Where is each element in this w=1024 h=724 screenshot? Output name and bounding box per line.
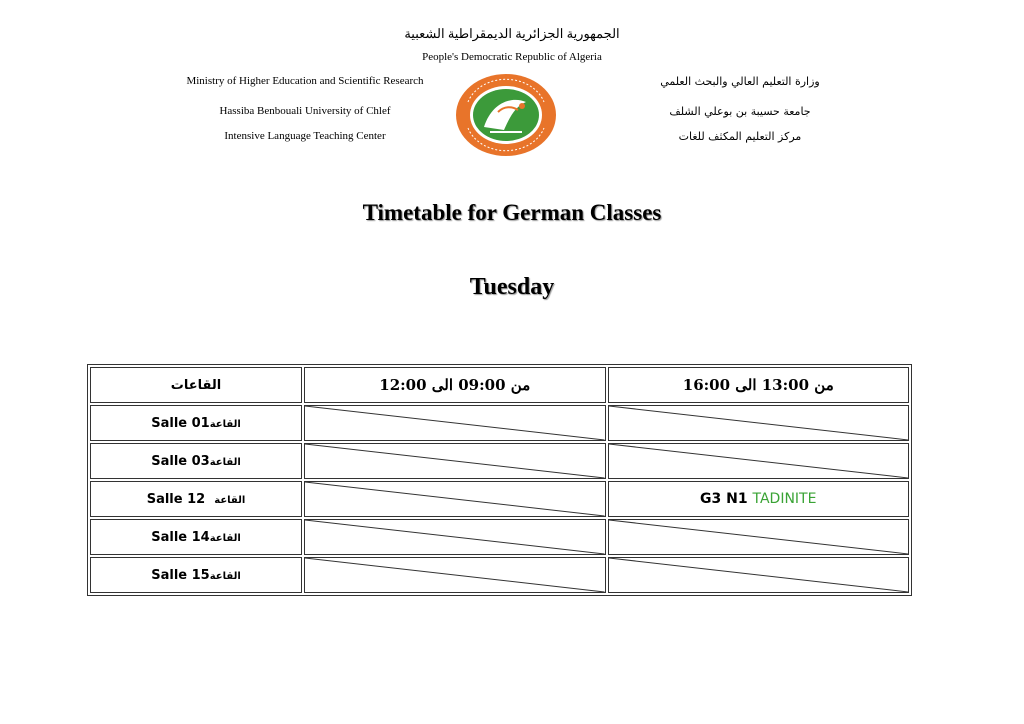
- room-name: Salle 12: [146, 491, 206, 507]
- class-entry: [608, 481, 910, 517]
- header-slot-afternoon: من 13:00 الى 16:00: [608, 367, 910, 403]
- room-cell: [90, 519, 302, 555]
- room-name-arabic: القاعة: [209, 418, 241, 430]
- room-name-arabic: القاعة: [209, 532, 241, 544]
- page-title: Timetable for German Classes: [362, 200, 662, 225]
- table-row: [90, 481, 909, 517]
- room-name: Salle 14: [151, 529, 210, 545]
- center-english: Intensive Language Teaching Center: [224, 130, 386, 142]
- room-cell: [90, 557, 302, 593]
- header-slot-morning: من 09:00 الى 12:00: [304, 367, 606, 403]
- room-name: Salle 03: [151, 453, 210, 469]
- ministry-english: Ministry of Higher Education and Scientific Research: [186, 75, 424, 87]
- empty-slot-morning: [304, 443, 606, 479]
- university-arabic: جامعة حسيبة بن بوعلي الشلف: [669, 105, 811, 118]
- room-cell: [90, 443, 302, 479]
- timetable: [87, 364, 912, 596]
- empty-slot-morning: [304, 557, 606, 593]
- center-arabic: مركز التعليم المكثف للغات: [678, 130, 802, 143]
- table-row: [90, 405, 909, 441]
- header-rooms: القاعات: [90, 367, 302, 403]
- table-row: [90, 443, 909, 479]
- table-header-row: [90, 367, 909, 403]
- university-english: Hassiba Benbouali University of Chlef: [219, 105, 391, 117]
- teacher-name: TADINITE: [752, 491, 817, 507]
- room-cell: [90, 405, 302, 441]
- empty-slot-afternoon: [608, 443, 910, 479]
- empty-slot-afternoon: [608, 557, 910, 593]
- room-name-arabic: القاعة: [214, 494, 246, 506]
- empty-slot-afternoon: [608, 405, 910, 441]
- room-name-arabic: القاعة: [209, 570, 241, 582]
- room-name: Salle 15: [151, 567, 210, 583]
- republic-arabic: الجمهورية الجزائرية الديمقراطية الشعبية: [404, 26, 620, 41]
- republic-english: People's Democratic Republic of Algeria: [422, 51, 602, 63]
- room-name-arabic: القاعة: [209, 456, 241, 468]
- empty-slot-morning: [304, 519, 606, 555]
- empty-slot-morning: [304, 481, 606, 517]
- day-title: Tuesday: [469, 274, 555, 300]
- room-name: Salle 01: [151, 415, 210, 431]
- empty-slot-morning: [304, 405, 606, 441]
- table-row: [90, 557, 909, 593]
- ministry-arabic: وزارة التعليم العالي والبحث العلمي: [660, 75, 820, 88]
- empty-slot-afternoon: [608, 519, 910, 555]
- table-row: [90, 519, 909, 555]
- class-group: G3 N1: [700, 491, 748, 507]
- university-seal-logo: [454, 72, 558, 158]
- room-cell: [90, 481, 302, 517]
